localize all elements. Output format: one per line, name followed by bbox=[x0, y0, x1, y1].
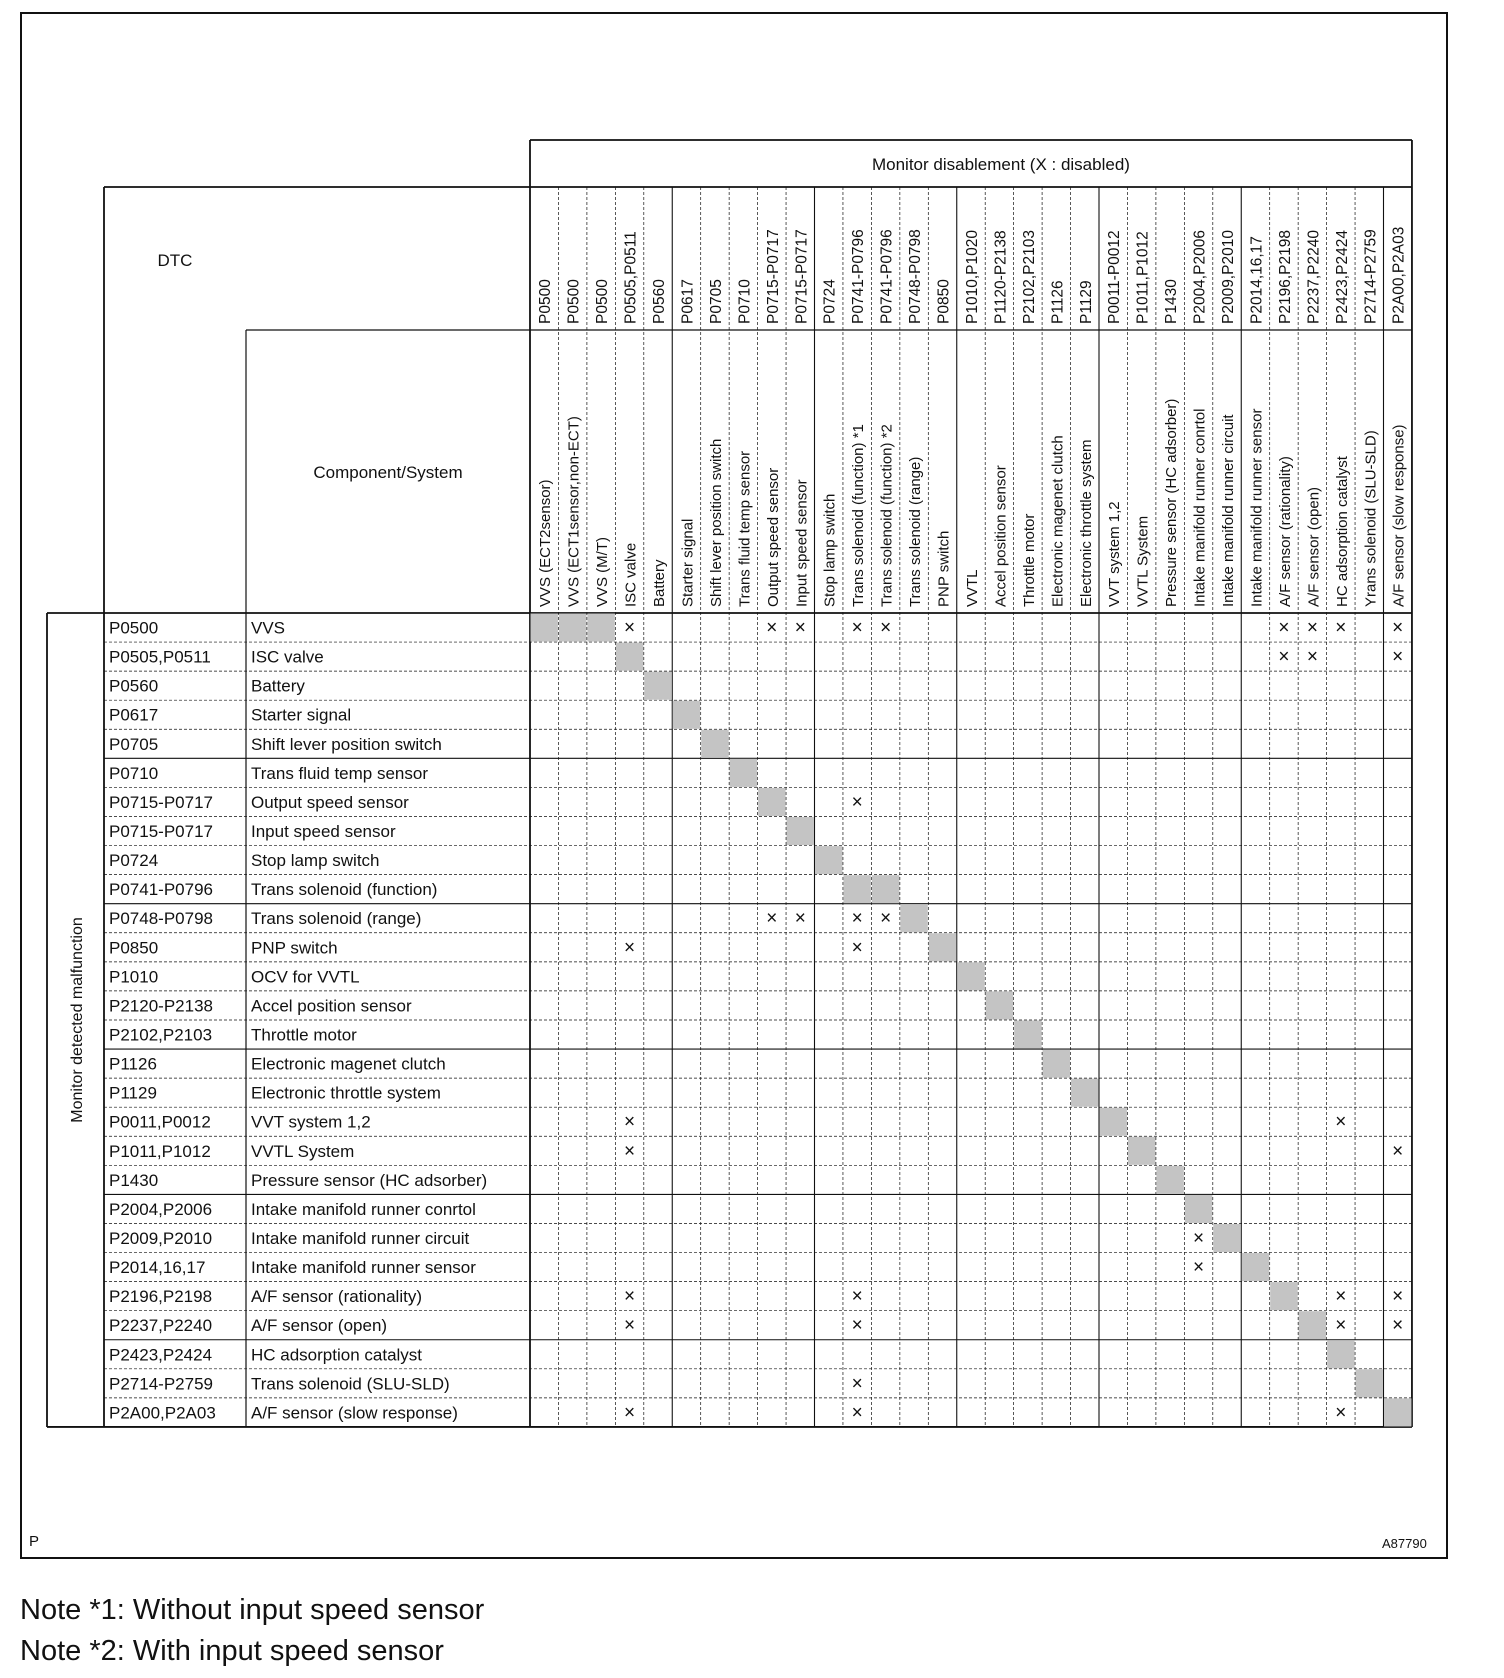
disabled-mark: × bbox=[1278, 617, 1290, 639]
disabled-mark: × bbox=[624, 617, 636, 639]
column-dtc-label: P0560 bbox=[651, 279, 669, 324]
column-name-label: HC adsorption catalyst bbox=[1333, 456, 1351, 607]
row-name-label: Pressure sensor (HC adsorber) bbox=[251, 1170, 488, 1190]
disabled-mark: × bbox=[1392, 646, 1404, 668]
component-header: Component/System bbox=[313, 463, 463, 482]
column-name-label: Output speed sensor bbox=[764, 467, 782, 607]
row-dtc-label: P0705 bbox=[109, 734, 159, 754]
shaded-cell bbox=[730, 759, 757, 787]
row-dtc-label: P2A00,P2A03 bbox=[109, 1403, 216, 1423]
row-name-label: Throttle motor bbox=[251, 1025, 357, 1045]
disabled-mark: × bbox=[1193, 1257, 1205, 1279]
disabled-mark: × bbox=[880, 617, 892, 639]
disabled-mark: × bbox=[624, 1111, 636, 1133]
shaded-cell bbox=[1128, 1137, 1155, 1165]
shaded-cell bbox=[1356, 1369, 1383, 1397]
column-dtc-label: P0748-P0798 bbox=[907, 229, 925, 324]
column-dtc-label: P1430 bbox=[1163, 279, 1181, 324]
shaded-cell bbox=[531, 614, 558, 642]
page-letter: P bbox=[29, 1533, 40, 1550]
disabled-mark: × bbox=[1306, 617, 1318, 639]
column-name-label: A/F sensor (slow response) bbox=[1390, 424, 1408, 607]
disabled-mark: × bbox=[851, 1373, 863, 1395]
row-name-label: PNP switch bbox=[251, 938, 338, 958]
column-name-label: Yrans solenoid (SLU-SLD) bbox=[1362, 430, 1380, 607]
shaded-cell bbox=[1185, 1195, 1212, 1223]
column-dtc-label: P0011-P0012 bbox=[1106, 230, 1124, 324]
disabled-mark: × bbox=[1392, 1286, 1404, 1308]
column-dtc-label: P1129 bbox=[1077, 280, 1095, 324]
row-name-label: Stop lamp switch bbox=[251, 851, 380, 871]
column-dtc-label: P0715-P0717 bbox=[764, 229, 782, 324]
disabled-mark: × bbox=[624, 1286, 636, 1308]
row-dtc-label: P1010 bbox=[109, 967, 159, 987]
shaded-cell bbox=[616, 643, 643, 671]
shaded-cell bbox=[1242, 1253, 1269, 1281]
row-dtc-label: P0710 bbox=[109, 763, 159, 783]
dtc-header: DTC bbox=[157, 251, 193, 270]
row-dtc-label: P0741-P0796 bbox=[109, 880, 213, 900]
row-dtc-label: P0560 bbox=[109, 676, 159, 696]
shaded-cell bbox=[787, 817, 814, 845]
column-dtc-label: P0500 bbox=[565, 279, 583, 324]
disabled-mark: × bbox=[624, 1402, 636, 1424]
column-name-label: VVT system 1,2 bbox=[1106, 501, 1124, 607]
row-name-label: Trans solenoid (range) bbox=[251, 909, 422, 929]
column-dtc-label: P2423,P2424 bbox=[1333, 230, 1351, 324]
column-name-label: VVS (ECT2sensor) bbox=[537, 479, 555, 607]
shaded-cell bbox=[673, 701, 700, 729]
row-dtc-label: P0715-P0717 bbox=[109, 792, 213, 812]
row-name-label: Intake manifold runner conrtol bbox=[251, 1199, 476, 1219]
shaded-cell bbox=[1384, 1398, 1411, 1426]
disabled-mark: × bbox=[1335, 617, 1347, 639]
column-dtc-label: P2237,P2240 bbox=[1305, 230, 1323, 324]
shaded-cell bbox=[872, 875, 899, 903]
row-name-label: Trans solenoid (function) bbox=[251, 880, 438, 900]
row-dtc-label: P0748-P0798 bbox=[109, 909, 213, 929]
column-name-label: Electronic magenet clutch bbox=[1049, 435, 1067, 607]
column-name-label: VVTL bbox=[963, 569, 981, 607]
column-name-label: Stop lamp switch bbox=[821, 493, 839, 607]
row-name-label: A/F sensor (slow response) bbox=[251, 1403, 458, 1423]
shaded-cell bbox=[843, 875, 870, 903]
column-dtc-label: P0505,P0511 bbox=[622, 231, 640, 324]
note-1: Note *1: Without input speed sensor bbox=[20, 1594, 485, 1626]
disabled-mark: × bbox=[1306, 646, 1318, 668]
column-dtc-label: P0741-P0796 bbox=[850, 229, 868, 324]
column-name-label: VVTL System bbox=[1134, 515, 1152, 607]
disabled-mark: × bbox=[624, 937, 636, 959]
row-dtc-label: P1129 bbox=[109, 1083, 157, 1103]
disabled-mark: × bbox=[794, 908, 806, 930]
disabled-mark: × bbox=[1335, 1402, 1347, 1424]
row-name-label: Starter signal bbox=[251, 705, 352, 725]
row-side-label: Monitor detected malfunction bbox=[69, 917, 86, 1123]
row-dtc-label: P0617 bbox=[109, 705, 159, 725]
table-title: Monitor disablement (X : disabled) bbox=[871, 155, 1130, 174]
disabled-mark: × bbox=[1335, 1286, 1347, 1308]
row-name-label: VVS bbox=[251, 618, 286, 638]
row-dtc-label: P2196,P2198 bbox=[109, 1287, 213, 1307]
column-dtc-label: P2714-P2759 bbox=[1362, 229, 1380, 324]
column-dtc-label: P2014,16,17 bbox=[1248, 236, 1266, 324]
row-name-label: OCV for VVTL bbox=[251, 967, 360, 987]
column-name-label: Intake manifold runner sensor bbox=[1248, 408, 1266, 607]
column-dtc-label: P2102,P2103 bbox=[1020, 230, 1038, 324]
column-name-label: Electronic throttle system bbox=[1077, 439, 1095, 607]
row-name-label: Accel position sensor bbox=[251, 996, 412, 1016]
column-name-label: PNP switch bbox=[935, 530, 953, 607]
shaded-cell bbox=[644, 672, 671, 700]
disabled-mark: × bbox=[851, 617, 863, 639]
column-dtc-label: P0500 bbox=[594, 279, 612, 324]
row-name-label: HC adsorption catalyst bbox=[251, 1345, 423, 1365]
row-dtc-label: P2714-P2759 bbox=[109, 1374, 213, 1394]
shaded-cell bbox=[701, 730, 728, 758]
column-name-label: ISC valve bbox=[622, 542, 640, 607]
row-name-label: Intake manifold runner sensor bbox=[251, 1258, 476, 1278]
row-dtc-label: P1011,P1012 bbox=[109, 1141, 211, 1161]
row-name-label: Intake manifold runner circuit bbox=[251, 1229, 470, 1249]
row-name-label: Output speed sensor bbox=[251, 792, 409, 812]
column-dtc-label: P2A00,P2A03 bbox=[1390, 226, 1408, 324]
shaded-cell bbox=[1213, 1224, 1240, 1252]
column-dtc-label: P0724 bbox=[821, 279, 839, 324]
disabled-mark: × bbox=[1392, 1315, 1404, 1337]
column-name-label: Trans solenoid (function) *2 bbox=[878, 424, 896, 607]
row-dtc-label: P2014,16,17 bbox=[109, 1258, 206, 1278]
column-name-label: Trans solenoid (range) bbox=[907, 456, 925, 607]
column-name-label: A/F sensor (rationality) bbox=[1276, 456, 1294, 607]
column-dtc-label: P1010,P1020 bbox=[963, 230, 981, 324]
disabled-mark: × bbox=[851, 791, 863, 813]
table-labels bbox=[69, 155, 1408, 1423]
row-name-label: Trans solenoid (SLU-SLD) bbox=[251, 1374, 450, 1394]
disabled-mark: × bbox=[851, 1286, 863, 1308]
disabled-mark: × bbox=[880, 908, 892, 930]
column-name-label: Throttle motor bbox=[1020, 513, 1038, 607]
shaded-cell bbox=[957, 962, 984, 990]
row-name-label: Trans fluid temp sensor bbox=[251, 763, 428, 783]
shaded-cell bbox=[815, 846, 842, 874]
shaded-cell bbox=[559, 614, 586, 642]
column-name-label: Intake manifold runner conrtol bbox=[1191, 408, 1209, 607]
column-name-label: Pressure sensor (HC adsorber) bbox=[1163, 398, 1181, 607]
row-dtc-label: P2423,P2424 bbox=[109, 1345, 213, 1365]
shaded-cell bbox=[587, 614, 614, 642]
column-name-label: VVS (M/T) bbox=[594, 537, 612, 607]
column-dtc-label: P1120-P2138 bbox=[992, 230, 1010, 324]
column-dtc-label: P0705 bbox=[707, 279, 725, 324]
row-name-label: VVT system 1,2 bbox=[251, 1112, 371, 1132]
column-name-label: Input speed sensor bbox=[793, 479, 811, 607]
row-dtc-label: P2009,P2010 bbox=[109, 1229, 213, 1249]
column-name-label: Trans fluid temp sensor bbox=[736, 450, 754, 607]
disabled-mark: × bbox=[624, 1140, 636, 1162]
disabled-mark: × bbox=[851, 937, 863, 959]
row-name-label: VVTL System bbox=[251, 1141, 355, 1161]
column-dtc-label: P2004,P2006 bbox=[1191, 230, 1209, 324]
shaded-cell bbox=[758, 788, 785, 816]
shaded-cell bbox=[900, 904, 927, 932]
disabled-mark: × bbox=[766, 908, 778, 930]
column-name-label: Trans solenoid (function) *1 bbox=[850, 424, 868, 607]
row-name-label: Input speed sensor bbox=[251, 822, 396, 842]
column-dtc-label: P2196,P2198 bbox=[1276, 230, 1294, 324]
row-dtc-label: P0850 bbox=[109, 938, 159, 958]
column-dtc-label: P0741-P0796 bbox=[878, 229, 896, 324]
row-dtc-label: P0500 bbox=[109, 618, 159, 638]
shaded-cell bbox=[1327, 1340, 1354, 1368]
row-dtc-label: P2102,P2103 bbox=[109, 1025, 213, 1045]
shaded-cell bbox=[1071, 1079, 1098, 1107]
column-dtc-label: P1011,P1012 bbox=[1134, 231, 1152, 324]
shaded-cell bbox=[986, 991, 1013, 1019]
column-dtc-label: P0850 bbox=[935, 279, 953, 324]
column-dtc-label: P0500 bbox=[537, 279, 555, 324]
shaded-cell bbox=[1043, 1050, 1070, 1078]
column-dtc-label: P1126 bbox=[1049, 280, 1067, 324]
note-2: Note *2: With input speed sensor bbox=[20, 1635, 444, 1667]
shaded-cell bbox=[1270, 1282, 1297, 1310]
column-dtc-label: P0710 bbox=[736, 279, 754, 324]
shaded-cell bbox=[1156, 1166, 1183, 1194]
row-name-label: Shift lever position switch bbox=[251, 734, 442, 754]
row-name-label: Electronic magenet clutch bbox=[251, 1054, 446, 1074]
disabled-mark: × bbox=[851, 1315, 863, 1337]
row-name-label: Battery bbox=[251, 676, 305, 696]
disabled-mark: × bbox=[624, 1315, 636, 1337]
disabled-mark: × bbox=[1335, 1111, 1347, 1133]
disabled-mark: × bbox=[766, 617, 778, 639]
column-name-label: Intake manifold runner circuit bbox=[1220, 414, 1238, 607]
column-name-label: Battery bbox=[651, 559, 669, 607]
column-name-label: Accel position sensor bbox=[992, 465, 1010, 607]
column-dtc-label: P0715-P0717 bbox=[793, 229, 811, 324]
column-name-label: Shift lever position switch bbox=[707, 438, 725, 607]
disabled-mark: × bbox=[1278, 646, 1290, 668]
disabled-mark: × bbox=[1392, 1140, 1404, 1162]
column-name-label: Starter signal bbox=[679, 518, 697, 607]
column-dtc-label: P0617 bbox=[679, 279, 697, 324]
column-dtc-label: P2009,P2010 bbox=[1220, 230, 1238, 324]
row-name-label: ISC valve bbox=[251, 647, 324, 667]
row-dtc-label: P0715-P0717 bbox=[109, 822, 213, 842]
column-name-label: A/F sensor (open) bbox=[1305, 486, 1323, 607]
disabled-mark: × bbox=[851, 908, 863, 930]
row-dtc-label: P0505,P0511 bbox=[109, 647, 211, 667]
shaded-cell bbox=[929, 933, 956, 961]
row-name-label: A/F sensor (rationality) bbox=[251, 1287, 422, 1307]
disabled-mark: × bbox=[1392, 617, 1404, 639]
disabled-mark: × bbox=[794, 617, 806, 639]
figure-id: A87790 bbox=[1382, 1536, 1427, 1551]
shaded-cell bbox=[1299, 1311, 1326, 1339]
row-dtc-label: P2120-P2138 bbox=[109, 996, 213, 1016]
disabled-mark: × bbox=[1193, 1228, 1205, 1250]
disabled-mark: × bbox=[1335, 1315, 1347, 1337]
row-dtc-label: P0011,P0012 bbox=[109, 1112, 211, 1132]
column-name-label: VVS (ECT1sensor,non-ECT) bbox=[565, 416, 583, 607]
shaded-cell bbox=[1014, 1020, 1041, 1048]
shaded-cell bbox=[1100, 1108, 1127, 1136]
row-dtc-label: P0724 bbox=[109, 851, 159, 871]
row-name-label: Electronic throttle system bbox=[251, 1083, 441, 1103]
row-dtc-label: P1126 bbox=[109, 1054, 157, 1074]
row-dtc-label: P2004,P2006 bbox=[109, 1199, 213, 1219]
row-dtc-label: P2237,P2240 bbox=[109, 1316, 213, 1336]
disabled-mark: × bbox=[851, 1402, 863, 1424]
row-dtc-label: P1430 bbox=[109, 1170, 159, 1190]
row-name-label: A/F sensor (open) bbox=[251, 1316, 388, 1336]
